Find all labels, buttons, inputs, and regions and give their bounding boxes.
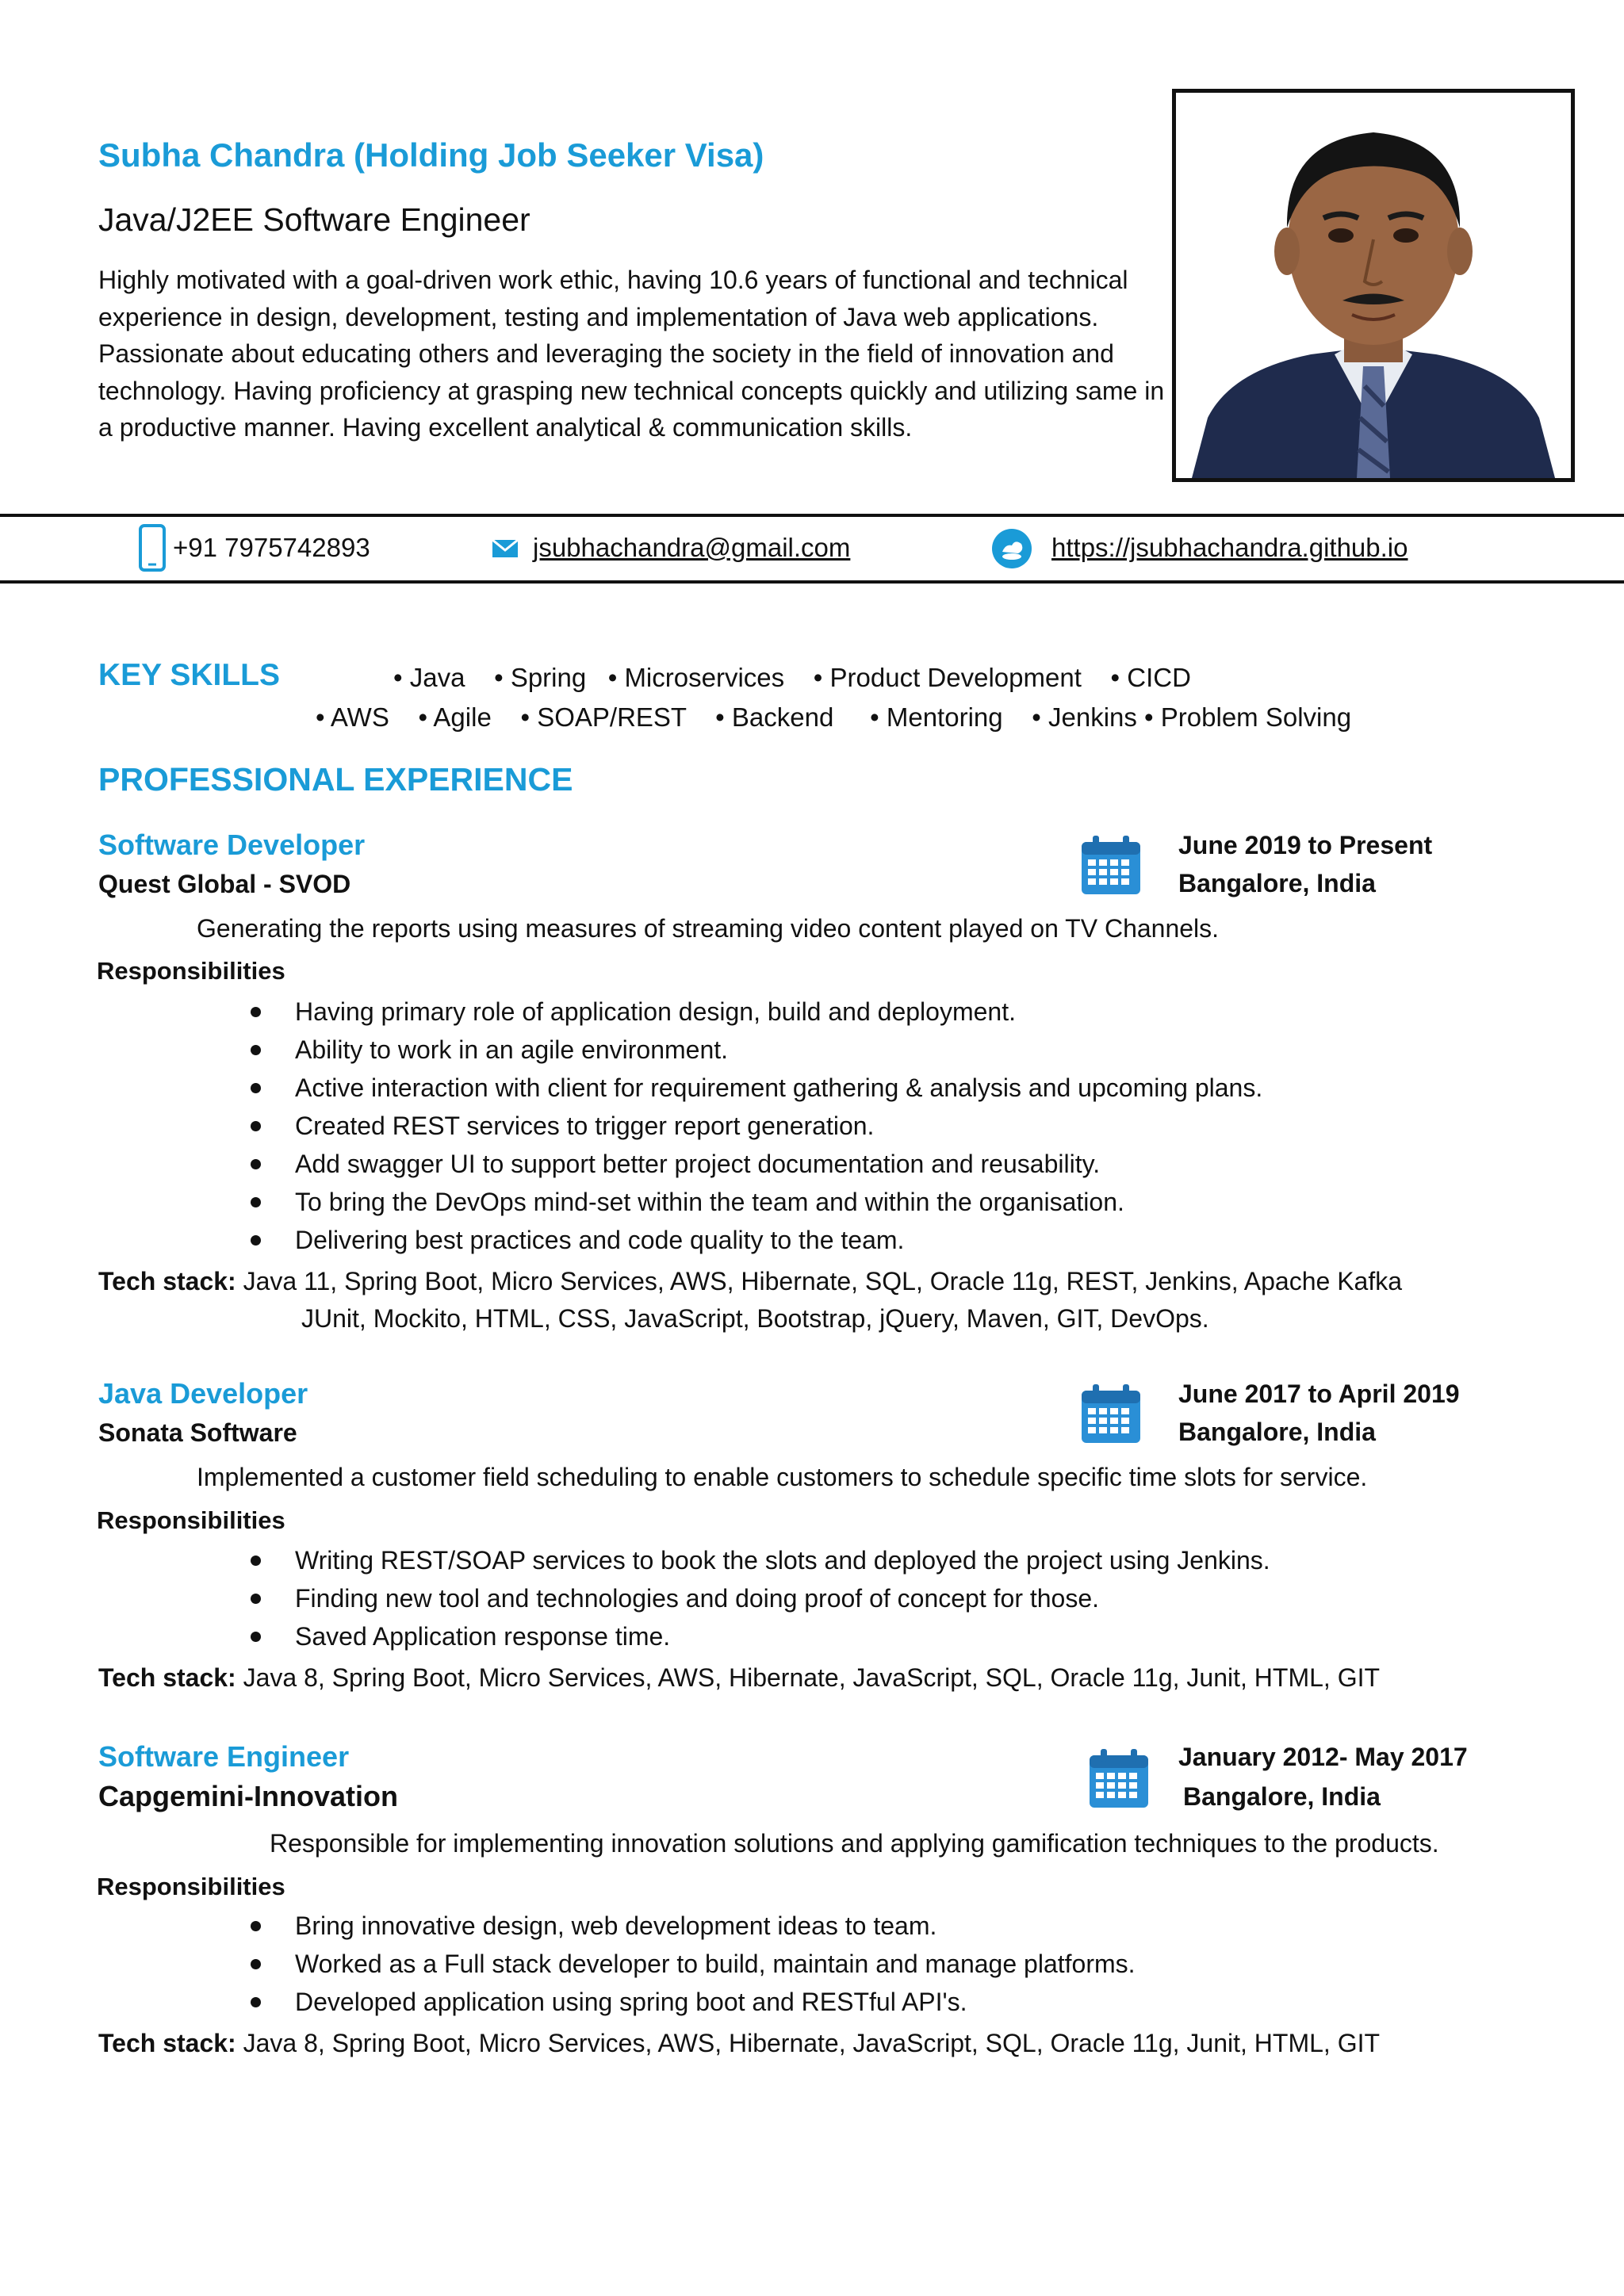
website-link[interactable]: https://jsubhachandra.github.io — [1051, 533, 1408, 562]
list-item: Active interaction with client for requirement gathering & analysis and upcoming plans. — [0, 1069, 1262, 1107]
responsibilities-label: Responsibilities — [97, 957, 285, 985]
list-item: To bring the DevOps mind-set within the team and within the organisation. — [0, 1183, 1262, 1221]
job-location: Bangalore, India — [1183, 1782, 1381, 1811]
candidate-name: Subha Chandra (Holding Job Seeker Visa) — [98, 136, 764, 174]
skills-line-2: • AWS • Agile • SOAP/REST • Backend • Mentoring • Jenkins • Problem Solving — [316, 702, 1352, 732]
tech-stack-continued: JUnit, Mockito, HTML, CSS, JavaScript, Bootstrap, jQuery, Maven, GIT, DevOps. — [301, 1304, 1209, 1333]
list-item: Bring innovative design, web development ideas to team. — [0, 1907, 1136, 1945]
phone-number: +91 7975742893 — [173, 533, 370, 562]
profile-summary: Highly motivated with a goal-driven work ethic, having 10.6 years of functional and technical experience in design, development, testing and implementation of Java web applications. Passionate about educating others and leveraging the society in the field of innovation and technology. Having proficiency at grasping new technical concepts quickly and utilizing same in a productive manner. Having excellent analytical & communication skills. — [98, 266, 1165, 442]
job-date: June 2017 to April 2019 — [1178, 1380, 1460, 1408]
tech-stack — [98, 1659, 1380, 1696]
email-link[interactable]: jsubhachandra@gmail.com — [533, 533, 851, 562]
skills-line-1: • Java • Spring • Microservices • Product Development • CICD — [393, 663, 1191, 692]
divider-bottom — [0, 580, 1624, 584]
job-title: Software Developer — [98, 828, 366, 861]
tech-stack-label: Tech stack: — [98, 1663, 236, 1692]
tech-stack-label: Tech stack: — [98, 1267, 236, 1295]
calendar-icon — [1088, 1747, 1150, 1813]
company-name: Quest Global - SVOD — [98, 870, 351, 898]
job-location: Bangalore, India — [1178, 869, 1376, 897]
calendar-icon — [1080, 1383, 1142, 1448]
list-item: Worked as a Full stack developer to build, maintain and manage platforms. — [0, 1945, 1136, 1983]
tech-stack — [98, 2025, 1380, 2061]
experience-title: PROFESSIONAL EXPERIENCE — [98, 761, 573, 798]
list-item: Finding new tool and technologies and doing proof of concept for those. — [0, 1579, 1270, 1617]
job-description: Responsible for implementing innovation solutions and applying gamification techniques to the products. — [270, 1829, 1439, 1858]
profile-photo — [1172, 89, 1575, 482]
globe-icon — [991, 528, 1032, 573]
job-date: January 2012- May 2017 — [1178, 1743, 1468, 1771]
responsibilities-label: Responsibilities — [97, 1506, 285, 1534]
responsibilities-label: Responsibilities — [97, 1873, 285, 1900]
tech-stack-values: Java 11, Spring Boot, Micro Services, AWS, Hibernate, SQL, Oracle 11g, REST, Jenkins, Apache Kafka — [243, 1267, 1403, 1295]
list-item: Add swagger UI to support better project documentation and reusability. — [0, 1145, 1262, 1183]
divider-top — [0, 514, 1624, 517]
job-description: Generating the reports using measures of streaming video content played on TV Channels. — [197, 914, 1220, 943]
list-item: Developed application using spring boot and RESTful API's. — [0, 1983, 1136, 2021]
responsibilities-list — [0, 1907, 1136, 2021]
list-item: Writing REST/SOAP services to book the slots and deployed the project using Jenkins. — [0, 1541, 1270, 1579]
list-item: Having primary role of application design, build and deployment. — [0, 993, 1262, 1031]
company-name: Capgemini-Innovation — [98, 1780, 398, 1812]
job-date: June 2019 to Present — [1178, 831, 1433, 859]
mail-icon — [492, 539, 519, 562]
list-item: Ability to work in an agile environment. — [0, 1031, 1262, 1069]
job-description: Implemented a customer field scheduling to enable customers to schedule specific time slots for service. — [197, 1463, 1368, 1491]
phone-icon — [138, 523, 167, 576]
company-name: Sonata Software — [98, 1418, 297, 1447]
list-item: Created REST services to trigger report generation. — [0, 1107, 1262, 1145]
calendar-icon — [1080, 834, 1142, 900]
tech-stack-label: Tech stack: — [98, 2029, 236, 2057]
job-role: Java/J2EE Software Engineer — [98, 201, 530, 238]
key-skills-title: KEY SKILLS — [98, 658, 280, 692]
job-title: Software Engineer — [98, 1740, 350, 1773]
list-item: Saved Application response time. — [0, 1617, 1270, 1655]
list-item: Delivering best practices and code quality to the team. — [0, 1221, 1262, 1259]
tech-stack — [98, 1263, 1402, 1299]
responsibilities-list — [0, 1541, 1270, 1655]
responsibilities-list — [0, 993, 1262, 1259]
job-title: Java Developer — [98, 1377, 308, 1410]
job-location: Bangalore, India — [1178, 1418, 1376, 1446]
tech-stack-values: Java 8, Spring Boot, Micro Services, AWS, Hibernate, JavaScript, SQL, Oracle 11g, Junit, HTML, GIT — [243, 2029, 1381, 2057]
tech-stack-values: Java 8, Spring Boot, Micro Services, AWS, Hibernate, JavaScript, SQL, Oracle 11g, Junit, HTML, GIT — [243, 1663, 1381, 1692]
